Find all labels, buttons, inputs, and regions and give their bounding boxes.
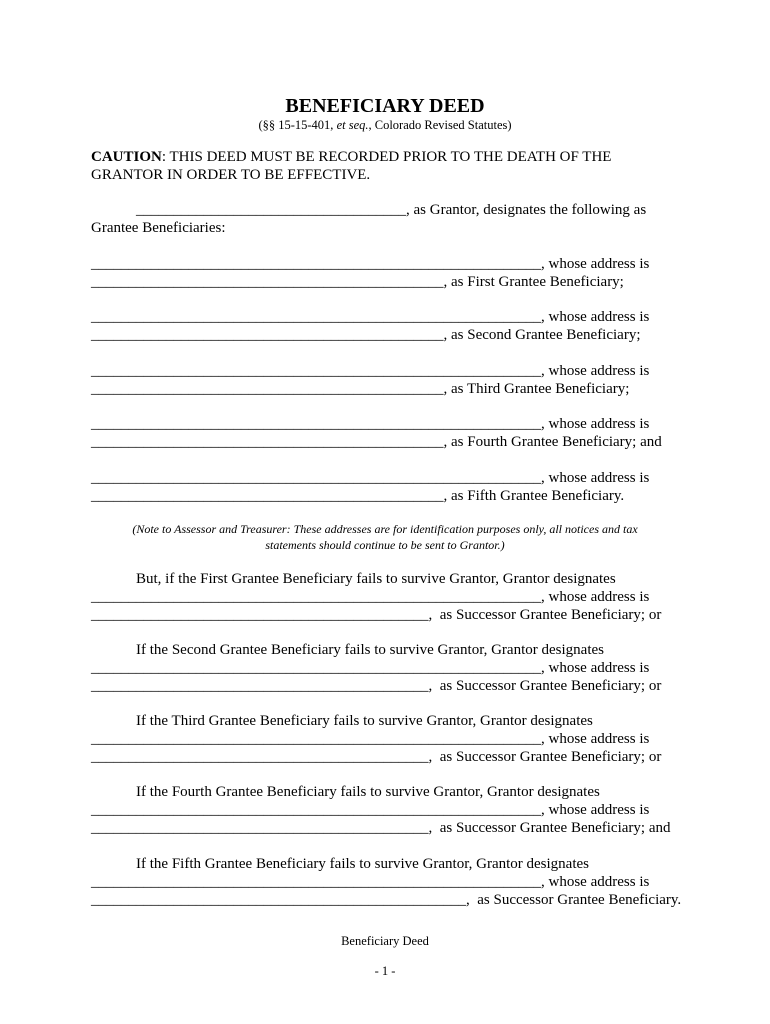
successor-1-address-line: _____________________________________________, as Successor Grantee Beneficiary; or (91, 607, 662, 623)
successor-2-intro: If the Second Grantee Beneficiary fails to survive Grantor, Grantor designates (136, 642, 604, 658)
beneficiary-4-name-line: ____________________________________________________________, whose address is (91, 416, 650, 432)
successor-4-name-line: ____________________________________________________________, whose address is (91, 802, 650, 818)
successor-3-address-line: _____________________________________________, as Successor Grantee Beneficiary; or (91, 749, 662, 765)
grantor-line-2: Grantee Beneficiaries: (91, 220, 226, 236)
caution-line-2: GRANTOR IN ORDER TO BE EFFECTIVE. (91, 167, 371, 183)
beneficiary-5-name-line: ____________________________________________________________, whose address is (91, 470, 650, 486)
successor-1-name-line: ____________________________________________________________, whose address is (91, 589, 650, 605)
successor-1-intro: But, if the First Grantee Beneficiary fails to survive Grantor, Grantor designates (136, 571, 616, 587)
assessor-note-line-1: (Note to Assessor and Treasurer: These addresses are for identification purposes only, all notices and tax (132, 522, 638, 536)
beneficiary-5-address-line: _______________________________________________, as Fifth Grantee Beneficiary. (91, 488, 625, 504)
successor-5-intro: If the Fifth Grantee Beneficiary fails to survive Grantor, Grantor designates (136, 856, 589, 872)
statute-post: , Colorado Revised Statutes) (368, 118, 512, 132)
document-title: BENEFICIARY DEED (285, 95, 485, 117)
statute-italic: et seq. (336, 118, 369, 132)
beneficiary-1-address-line: _______________________________________________, as First Grantee Beneficiary; (91, 274, 624, 290)
beneficiary-1-name-line: ____________________________________________________________, whose address is (91, 256, 650, 272)
successor-2-name-line: ____________________________________________________________, whose address is (91, 660, 650, 676)
successor-4-intro: If the Fourth Grantee Beneficiary fails to survive Grantor, Grantor designates (136, 784, 600, 800)
successor-3-intro: If the Third Grantee Beneficiary fails to survive Grantor, Grantor designates (136, 713, 593, 729)
statute-reference (0, 118, 770, 133)
successor-4-address-line: _____________________________________________, as Successor Grantee Beneficiary; and (91, 820, 671, 836)
successor-5-name-line: ____________________________________________________________, whose address is (91, 874, 650, 890)
caution-label: CAUTION (91, 149, 162, 165)
successor-3-name-line: ____________________________________________________________, whose address is (91, 731, 650, 747)
successor-2-address-line: _____________________________________________, as Successor Grantee Beneficiary; or (91, 678, 662, 694)
beneficiary-2-address-line: _______________________________________________, as Second Grantee Beneficiary; (91, 327, 641, 343)
beneficiary-3-address-line: _______________________________________________, as Third Grantee Beneficiary; (91, 381, 630, 397)
successor-5-address-line: __________________________________________________, as Successor Grantee Beneficiary. (91, 892, 682, 908)
statute-pre: (§§ 15-15-401, (258, 118, 337, 132)
caution-text-1: : THIS DEED MUST BE RECORDED PRIOR TO THE DEATH OF THE (161, 149, 612, 165)
beneficiary-3-name-line: ____________________________________________________________, whose address is (91, 363, 650, 379)
page-number: - 1 - (374, 964, 396, 978)
footer-label: Beneficiary Deed (341, 934, 429, 948)
caution-line-1 (91, 148, 611, 166)
beneficiary-2-name-line: ____________________________________________________________, whose address is (91, 309, 650, 325)
grantor-line-1: ____________________________________, as Grantor, designates the following as (136, 202, 647, 218)
assessor-note-line-2: statements should continue to be sent to Grantor.) (265, 538, 505, 552)
beneficiary-4-address-line: _______________________________________________, as Fourth Grantee Beneficiary; and (91, 434, 662, 450)
